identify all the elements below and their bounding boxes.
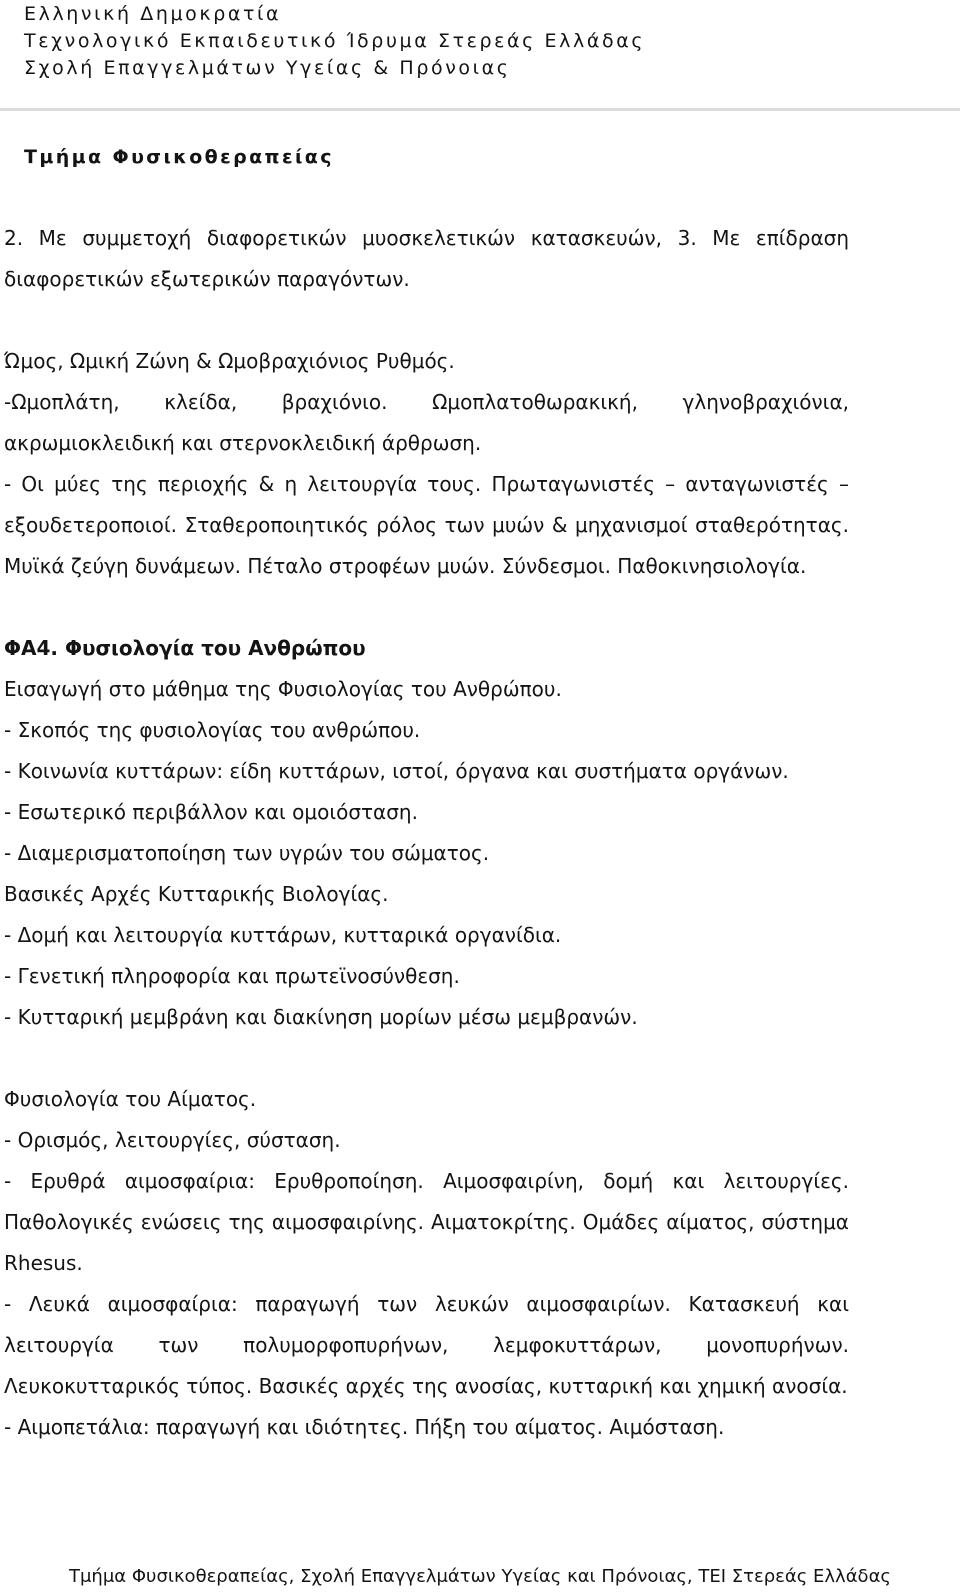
list-item: - Κυτταρική μεμβράνη και διακίνηση μορίων μέσω μεμβρανών. bbox=[4, 1005, 638, 1029]
page-footer: Τμήμα Φυσικοθεραπείας, Σχολή Επαγγελμάτων Υγείας και Πρόνοιας, ΤΕΙ Στερεάς Ελλάδας bbox=[68, 1566, 892, 1587]
document-body bbox=[4, 218, 849, 1448]
list-item: - Ορισμός, λειτουργίες, σύσταση. bbox=[4, 1128, 341, 1152]
list-item: - Γενετική πληροφορία και πρωτεϊνοσύνθεση. bbox=[4, 964, 460, 988]
list-item: - Λευκά αιμοσφαίρια: παραγωγή των λευκών αιμοσφαιρίων. Κατασκευή και λειτουργία των πολυμορφοπυρήνων, λεμφοκυττάρων, μονοπυρήνων. Λευκοκυτταρικός τύπος. Βασικές αρχές της ανοσίας, κυτταρική και χημική ανοσία. bbox=[4, 1292, 849, 1398]
paragraph-gap bbox=[4, 1038, 849, 1079]
paragraph-gap bbox=[4, 587, 849, 628]
paragraph-gap bbox=[4, 300, 849, 341]
blood-physiology-title: Φυσιολογία του Αίματος. bbox=[4, 1087, 257, 1111]
shoulder-title: Ώμος, Ωμική Ζώνη & Ωμοβραχιόνιος Ρυθμός. bbox=[4, 349, 455, 373]
header-institution: Τεχνολογικό Εκπαιδευτικό Ίδρυμα Στερεάς Ελλάδας bbox=[24, 30, 646, 52]
fa4-intro: Εισαγωγή στο μάθημα της Φυσιολογίας του Ανθρώπου. bbox=[4, 677, 562, 701]
list-item: - Ερυθρά αιμοσφαίρια: Ερυθροποίηση. Αιμοσφαιρίνη, δομή και λειτουργίες. Παθολογικές ενώσεις της αιμοσφαιρίνης. Αιματοκρίτης. Ομάδες αίματος, σύστημα Rhesus. bbox=[4, 1169, 849, 1275]
shoulder-bones-paragraph: -Ωμοπλάτη, κλείδα, βραχιόνιο. Ωμοπλατοθωρακική, γληνοβραχιόνια, ακρωμιοκλειδική και στερνοκλειδική άρθρωση. bbox=[4, 390, 849, 455]
department-title: Τμήμα Φυσικοθεραπείας bbox=[24, 146, 334, 168]
document-header bbox=[24, 0, 934, 81]
list-item: - Δομή και λειτουργία κυττάρων, κυτταρικά οργανίδια. bbox=[4, 923, 562, 947]
list-item: - Εσωτερικό περιβάλλον και ομοιόσταση. bbox=[4, 800, 418, 824]
list-item: - Διαμερισματοποίηση των υγρών του σώματος. bbox=[4, 841, 490, 865]
list-item: - Κοινωνία κυττάρων: είδη κυττάρων, ιστοί, όργανα και συστήματα οργάνων. bbox=[4, 759, 789, 783]
shoulder-muscles-paragraph: - Οι μύες της περιοχής & η λειτουργία τους. Πρωταγωνιστές – ανταγωνιστές – εξουδετεροποιοί. Σταθεροποιητικός ρόλος των μυών & μηχανισμοί σταθερότητας. Μυϊκά ζεύγη δυνάμεων. Πέταλο στροφέων μυών. Σύνδεσμοι. Παθοκινησιολογία. bbox=[4, 472, 849, 578]
cell-biology-title: Βασικές Αρχές Κυτταρικής Βιολογίας. bbox=[4, 882, 389, 906]
list-item: - Αιμοπετάλια: παραγωγή και ιδιότητες. Πήξη του αίματος. Αιμόσταση. bbox=[4, 1415, 725, 1439]
header-divider bbox=[0, 108, 960, 111]
section-heading-fa4: ΦΑ4. Φυσιολογία του Ανθρώπου bbox=[4, 636, 366, 660]
header-country: Ελληνική Δημοκρατία bbox=[24, 3, 282, 25]
intro-paragraph: 2. Με συμμετοχή διαφορετικών μυοσκελετικών κατασκευών, 3. Με επίδραση διαφορετικών εξωτερικών παραγόντων. bbox=[4, 226, 849, 291]
list-item: - Σκοπός της φυσιολογίας του ανθρώπου. bbox=[4, 718, 421, 742]
header-school: Σχολή Επαγγελμάτων Υγείας & Πρόνοιας bbox=[24, 57, 511, 79]
